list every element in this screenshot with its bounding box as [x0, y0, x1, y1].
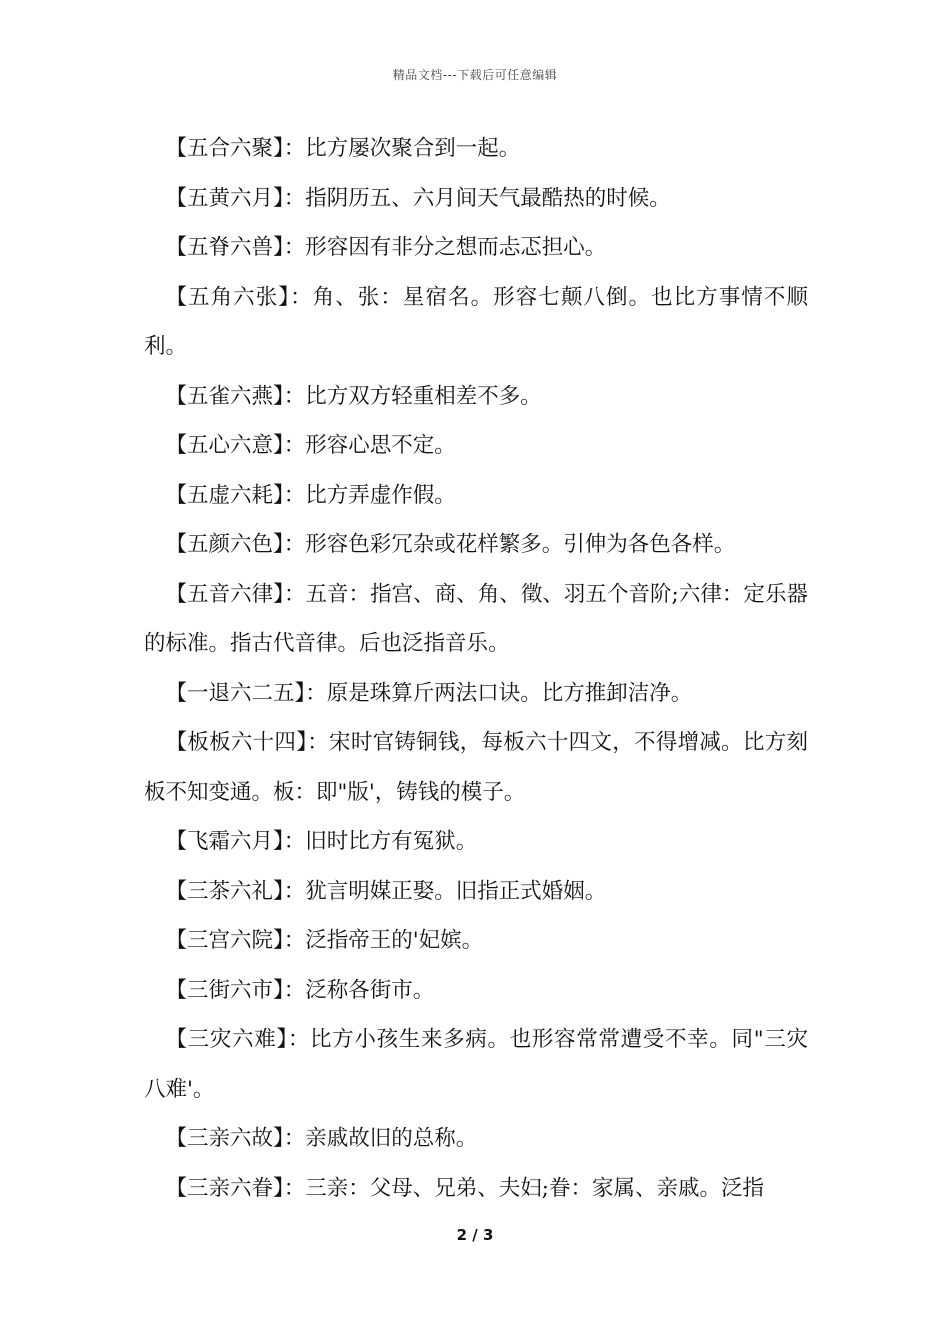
idiom-definition: ：指阴历五、六月间天气最酷热的时候。	[283, 185, 671, 211]
idiom-entry	[144, 916, 808, 966]
idiom-definition: ：五音：指宫、商、角、徵、羽五个音阶;六律：定乐器的标准。指古代音律。后也泛指音乐。	[144, 581, 808, 656]
idiom-definition: ：形容色彩冗杂或花样繁多。引伸为各色各样。	[283, 532, 736, 557]
idiom-term: 【三街六市】	[165, 977, 284, 1003]
idiom-term: 【三亲六故】	[165, 1126, 284, 1151]
idiom-entry	[144, 124, 808, 174]
page-number: 2 / 3	[456, 1226, 494, 1244]
idiom-definition: ：角、张：星宿名。形容七颠八倒。也比方事情不顺利。	[144, 284, 808, 359]
page-header: 精品文档---下载后可任意编辑	[392, 68, 558, 82]
idiom-term: 【五黄六月】	[165, 185, 284, 211]
idiom-entry	[144, 520, 808, 570]
idiom-term: 【三亲六眷】	[165, 1175, 284, 1201]
idiom-entry	[144, 421, 808, 471]
idiom-list	[144, 124, 808, 1213]
idiom-entry	[144, 273, 808, 372]
idiom-term: 【三茶六礼】	[165, 878, 284, 904]
idiom-term: 【五颜六色】	[165, 532, 284, 557]
idiom-entry	[144, 669, 808, 719]
idiom-entry	[144, 372, 808, 422]
idiom-entry	[144, 471, 808, 521]
idiom-term: 【板板六十四】	[165, 730, 308, 755]
idiom-definition: ：比方屡次聚合到一起。	[283, 136, 521, 161]
idiom-term: 【五音六律】	[165, 581, 284, 607]
idiom-entry	[144, 867, 808, 917]
idiom-definition: ：形容因有非分之想而忐忑担心。	[283, 235, 607, 260]
idiom-definition: ：旧时比方有冤狱。	[283, 829, 478, 854]
idiom-entry	[144, 570, 808, 669]
idiom-definition: ：比方双方轻重相差不多。	[283, 383, 542, 409]
idiom-definition: ：原是珠算斤两法口诀。比方推卸洁净。	[305, 680, 693, 706]
idiom-entry	[144, 1164, 808, 1214]
idiom-definition: ：比方弄虚作假。	[283, 482, 456, 508]
idiom-definition: ：三亲：父母、兄弟、夫妇;眷：家属、亲戚。泛指	[283, 1175, 765, 1201]
idiom-entry	[144, 966, 808, 1016]
idiom-term: 【五合六聚】	[165, 136, 284, 161]
idiom-term: 【五角六张】	[165, 284, 291, 310]
idiom-definition: ：宋时官铸铜钱，每板六十四文，不得增减。比方刻板不知变通。板：即"版'，铸钱的模子。	[144, 730, 808, 805]
idiom-definition: ：泛称各街市。	[283, 977, 435, 1003]
idiom-entry	[144, 1114, 808, 1164]
idiom-entry	[144, 223, 808, 273]
idiom-entry	[144, 174, 808, 224]
idiom-entry	[144, 718, 808, 817]
idiom-definition: ：泛指帝王的'妃嫔。	[283, 928, 484, 953]
idiom-definition: ：形容心思不定。	[283, 433, 456, 458]
idiom-definition: ：犹言明媒正娶。旧指正式婚姻。	[283, 878, 607, 904]
idiom-term: 【一退六二五】	[165, 680, 306, 706]
idiom-entry	[144, 1015, 808, 1114]
idiom-definition: ：比方小孩生来多病。也形容常常遭受不幸。同"三灾八难'。	[144, 1027, 808, 1102]
idiom-term: 【五雀六燕】	[165, 383, 284, 409]
idiom-term: 【三宫六院】	[165, 928, 284, 953]
idiom-term: 【三灾六难】	[165, 1027, 288, 1052]
idiom-term: 【飞霜六月】	[165, 829, 284, 854]
idiom-term: 【五脊六兽】	[165, 235, 284, 260]
idiom-definition: ：亲戚故旧的总称。	[283, 1126, 478, 1151]
idiom-term: 【五虚六耗】	[165, 482, 284, 508]
idiom-term: 【五心六意】	[165, 433, 284, 458]
idiom-entry	[144, 817, 808, 867]
